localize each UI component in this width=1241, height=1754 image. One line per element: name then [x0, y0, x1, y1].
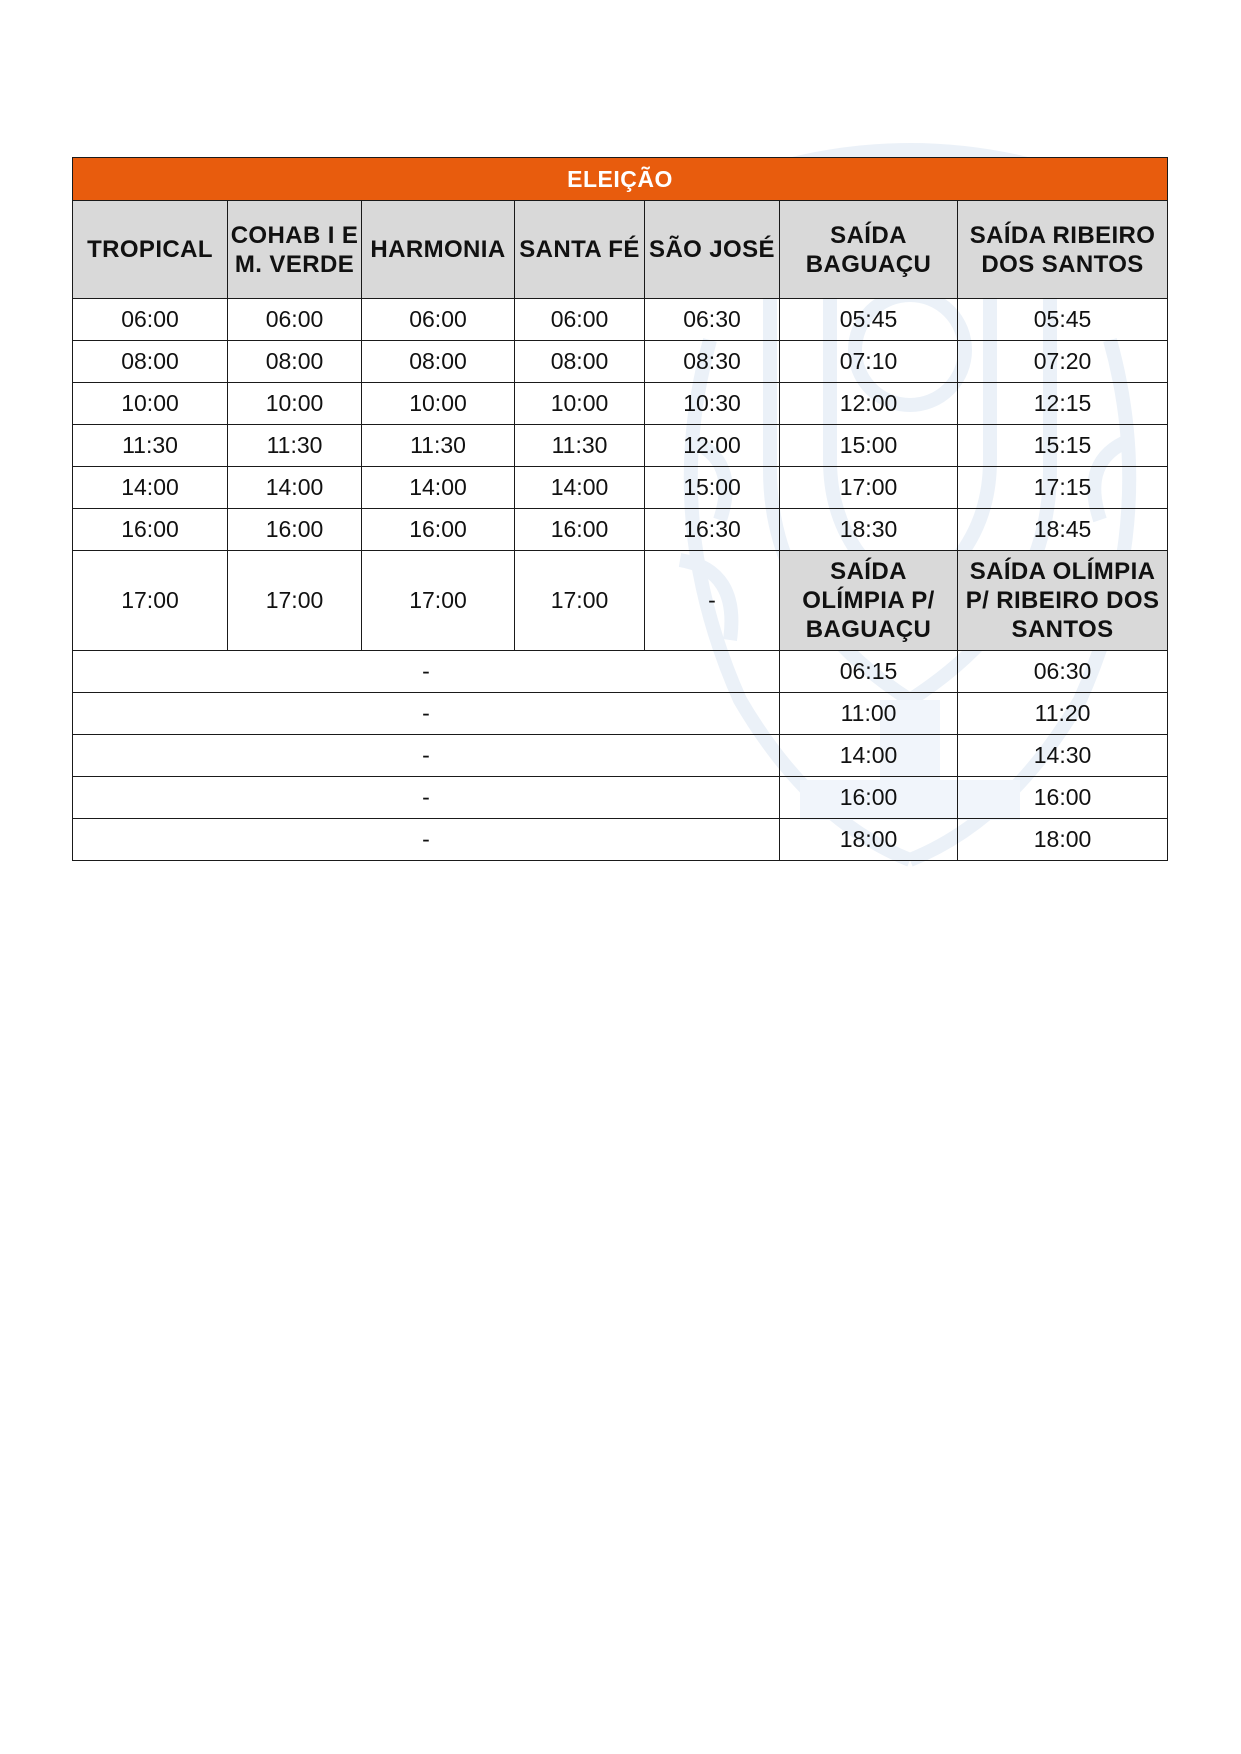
table-row	[73, 425, 1168, 467]
cell-tropical: 10:00	[73, 383, 228, 425]
header-harmonia: HARMONIA	[362, 201, 515, 299]
cell-tropical: 16:00	[73, 509, 228, 551]
cell-olimpia-ribeiro: 11:20	[958, 693, 1168, 735]
cell-tropical: 14:00	[73, 467, 228, 509]
cell-harmonia: 14:00	[362, 467, 515, 509]
cell-saida-ribeiro: 15:15	[958, 425, 1168, 467]
cell-cohab: 06:00	[228, 299, 362, 341]
cell-sao-jose: 12:00	[645, 425, 780, 467]
cell-harmonia: 11:30	[362, 425, 515, 467]
title-row	[73, 158, 1168, 201]
cell-saida-ribeiro: 07:20	[958, 341, 1168, 383]
table-row	[73, 509, 1168, 551]
cell-empty-merged: -	[73, 651, 780, 693]
cell-santa-fe: 14:00	[515, 467, 645, 509]
cell-tropical: 11:30	[73, 425, 228, 467]
cell-santa-fe: 17:00	[515, 551, 645, 651]
cell-saida-baguacu: 07:10	[780, 341, 958, 383]
cell-olimpia-baguacu: 14:00	[780, 735, 958, 777]
cell-olimpia-baguacu: 18:00	[780, 819, 958, 861]
cell-olimpia-ribeiro: 14:30	[958, 735, 1168, 777]
table-row	[73, 735, 1168, 777]
header-row	[73, 201, 1168, 299]
table-row	[73, 341, 1168, 383]
cell-harmonia: 06:00	[362, 299, 515, 341]
cell-cohab: 08:00	[228, 341, 362, 383]
cell-olimpia-baguacu: 11:00	[780, 693, 958, 735]
cell-empty-merged: -	[73, 777, 780, 819]
header-santa-fe: SANTA FÉ	[515, 201, 645, 299]
cell-saida-baguacu: 18:30	[780, 509, 958, 551]
cell-sao-jose: 06:30	[645, 299, 780, 341]
table-row	[73, 467, 1168, 509]
cell-saida-ribeiro: 05:45	[958, 299, 1168, 341]
cell-santa-fe: 16:00	[515, 509, 645, 551]
cell-cohab: 17:00	[228, 551, 362, 651]
cell-harmonia: 10:00	[362, 383, 515, 425]
header-cohab: COHAB I E M. VERDE	[228, 201, 362, 299]
cell-olimpia-baguacu: 16:00	[780, 777, 958, 819]
bus-schedule-table	[72, 157, 1168, 861]
table-row	[73, 693, 1168, 735]
cell-sao-jose: 10:30	[645, 383, 780, 425]
cell-olimpia-ribeiro: 16:00	[958, 777, 1168, 819]
header-sao-jose: SÃO JOSÉ	[645, 201, 780, 299]
cell-olimpia-ribeiro: 06:30	[958, 651, 1168, 693]
table-title: ELEIÇÃO	[73, 158, 1168, 201]
cell-cohab: 10:00	[228, 383, 362, 425]
table-row	[73, 551, 1168, 651]
cell-santa-fe: 08:00	[515, 341, 645, 383]
cell-cohab: 14:00	[228, 467, 362, 509]
cell-empty-merged: -	[73, 693, 780, 735]
cell-santa-fe: 11:30	[515, 425, 645, 467]
cell-saida-ribeiro: 18:45	[958, 509, 1168, 551]
cell-saida-baguacu: 17:00	[780, 467, 958, 509]
cell-sao-jose: 16:30	[645, 509, 780, 551]
table-row	[73, 383, 1168, 425]
cell-santa-fe: 06:00	[515, 299, 645, 341]
header-saida-ribeiro: SAÍDA RIBEIRO DOS SANTOS	[958, 201, 1168, 299]
cell-tropical: 06:00	[73, 299, 228, 341]
cell-saida-baguacu: 05:45	[780, 299, 958, 341]
cell-tropical: 08:00	[73, 341, 228, 383]
cell-empty-merged: -	[73, 819, 780, 861]
cell-saida-ribeiro: 17:15	[958, 467, 1168, 509]
cell-sao-jose: -	[645, 551, 780, 651]
cell-harmonia: 08:00	[362, 341, 515, 383]
cell-olimpia-ribeiro: 18:00	[958, 819, 1168, 861]
header-tropical: TROPICAL	[73, 201, 228, 299]
cell-cohab: 16:00	[228, 509, 362, 551]
cell-saida-ribeiro: 12:15	[958, 383, 1168, 425]
header-olimpia-ribeiro: SAÍDA OLÍMPIA P/ RIBEIRO DOS SANTOS	[958, 551, 1168, 651]
header-olimpia-baguacu: SAÍDA OLÍMPIA P/ BAGUAÇU	[780, 551, 958, 651]
cell-sao-jose: 15:00	[645, 467, 780, 509]
cell-cohab: 11:30	[228, 425, 362, 467]
cell-saida-baguacu: 15:00	[780, 425, 958, 467]
table-row	[73, 299, 1168, 341]
cell-empty-merged: -	[73, 735, 780, 777]
cell-tropical: 17:00	[73, 551, 228, 651]
cell-harmonia: 16:00	[362, 509, 515, 551]
header-saida-baguacu: SAÍDA BAGUAÇU	[780, 201, 958, 299]
table-row	[73, 777, 1168, 819]
cell-saida-baguacu: 12:00	[780, 383, 958, 425]
table-row	[73, 819, 1168, 861]
cell-sao-jose: 08:30	[645, 341, 780, 383]
cell-harmonia: 17:00	[362, 551, 515, 651]
cell-olimpia-baguacu: 06:15	[780, 651, 958, 693]
cell-santa-fe: 10:00	[515, 383, 645, 425]
table-row	[73, 651, 1168, 693]
